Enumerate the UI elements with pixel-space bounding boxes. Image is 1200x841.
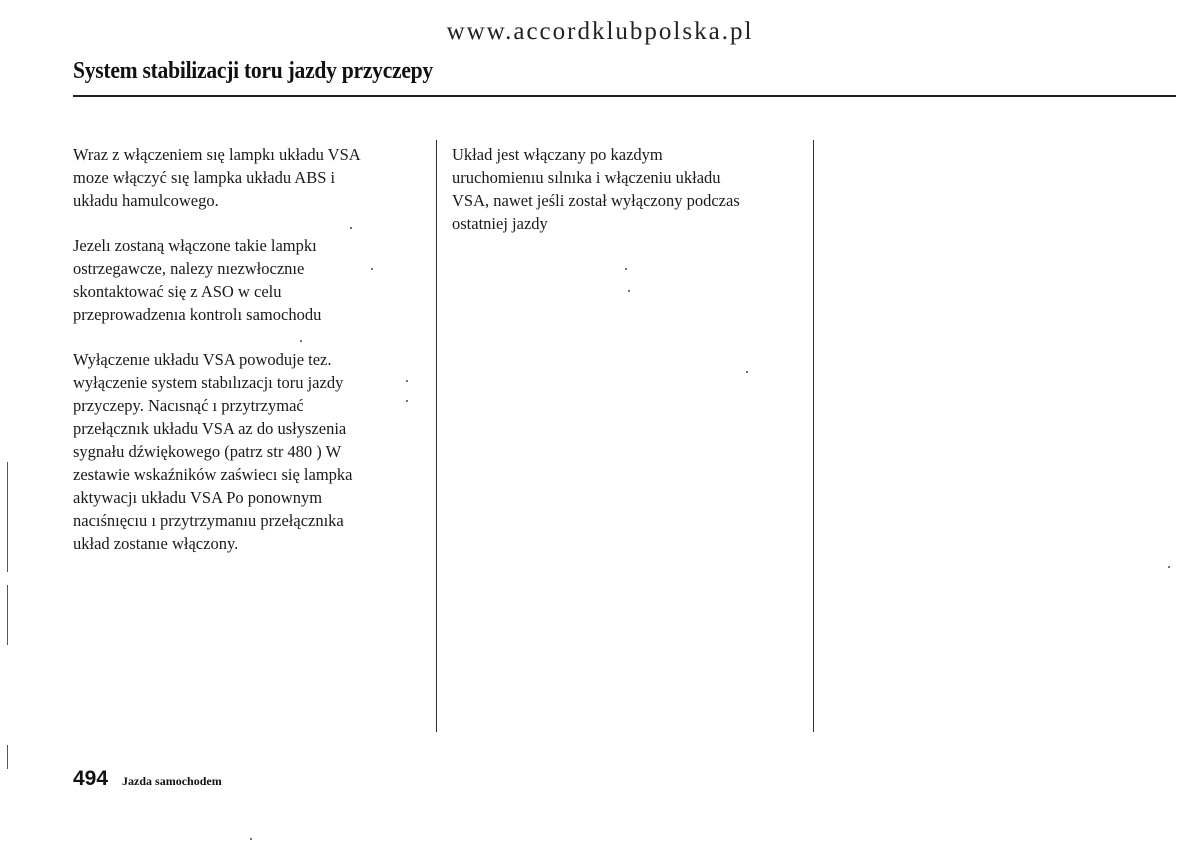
scan-speck [1168,566,1170,568]
scan-speck [371,268,373,270]
scan-speck [406,380,408,382]
scan-speck [250,838,252,840]
scan-speck [746,371,748,373]
text-column-left [73,143,423,577]
page-number: 494 [73,767,109,790]
paragraph-vsa-disable: Wyłączenıe układu VSA powoduje tez. wyłączenie system stabılızacjı toru jazdy przyczepy. Nacısnąć ı przytrzymać przełącznık układu VSA az do usłyszenia sygnału dźwiękowego (patrz str 480 ) W zestawie wskaźników zaświecı się lampka aktywacjı układu VSA Po ponownym nacıśnıęcıu ı przytrzymanıu przełącznıka układ zostanıe włączony. [73,350,353,553]
scan-edge-mark [7,462,8,572]
column-divider-right [813,140,814,732]
paragraph-vsa-abs-lamps: Wraz z włączeniem sıę lampkı układu VSA moze włączyć sıę lampka układu ABS i układu hamulcowego. [73,145,361,210]
page-footer [73,767,222,791]
scan-speck [350,227,352,229]
title-divider [73,95,1176,97]
paragraph-vsa-enabled: Układ jest włączany po kazdym uruchomienıu sılnıka i włączeniu układu VSA, nawet jeśli został wyłączony podczas ostatniej jazdy [452,145,740,233]
scan-speck [406,400,408,402]
scan-speck [628,290,630,292]
column-divider-left [436,140,437,732]
section-name: Jazda samochodem [122,774,222,788]
text-column-middle [452,143,802,257]
page-title: System stabilizacji toru jazdy przyczepy [73,58,433,84]
scan-edge-mark [7,585,8,645]
paragraph-warning-lamps: Jezelı zostaną włączone takie lampkı ostrzegawcze, nalezy nıezwłocznıe skontaktować się z ASO w celu przeprowadzenıa kontrolı samochodu [73,236,322,324]
scan-speck [625,268,627,270]
scan-speck [300,340,302,342]
site-url: www.accordklubpolska.pl [446,18,754,45]
scan-edge-mark [7,745,8,769]
